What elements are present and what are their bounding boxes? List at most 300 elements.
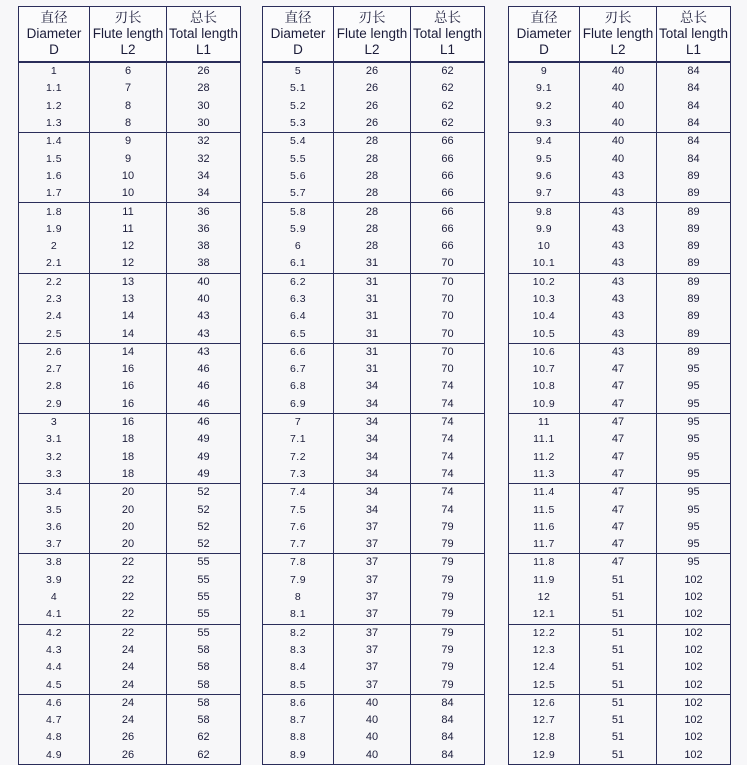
diameter-cell: 11.7 <box>509 536 580 554</box>
flute-length-cell: 40 <box>334 729 411 746</box>
total-length-cell: 52 <box>167 484 241 502</box>
diameter-cell: 10.4 <box>509 308 580 325</box>
flute-length-cell: 22 <box>90 624 167 642</box>
table-row <box>19 729 241 746</box>
total-length-cell: 89 <box>657 203 731 221</box>
flute-length-cell: 40 <box>580 62 657 80</box>
diameter-cell: 11.8 <box>509 554 580 572</box>
flute-length-cell: 47 <box>580 449 657 466</box>
flute-length-cell: 26 <box>334 98 411 115</box>
diameter-cell: 8.4 <box>263 659 334 676</box>
table-row <box>19 572 241 589</box>
flute-length-cell: 6 <box>90 62 167 80</box>
flute-length-cell: 28 <box>334 221 411 238</box>
diameter-cell: 12.7 <box>509 712 580 729</box>
flute-length-cell: 28 <box>334 238 411 255</box>
total-length-cell: 79 <box>411 676 485 694</box>
total-length-cell: 79 <box>411 536 485 554</box>
total-length-cell: 34 <box>167 168 241 185</box>
flute-length-cell: 31 <box>334 273 411 291</box>
total-length-cell: 58 <box>167 712 241 729</box>
flute-length-cell: 16 <box>90 396 167 414</box>
diameter-cell: 2.8 <box>19 378 90 395</box>
diameter-cell: 5.8 <box>263 203 334 221</box>
table-row <box>263 238 485 255</box>
flute-length-cell: 28 <box>334 185 411 203</box>
total-length-cell: 89 <box>657 291 731 308</box>
total-length-cell: 62 <box>411 115 485 133</box>
flute-length-cell: 37 <box>334 536 411 554</box>
total-length-cell: 38 <box>167 255 241 273</box>
total-length-cell: 95 <box>657 396 731 414</box>
table-row <box>19 624 241 642</box>
diameter-cell: 5.3 <box>263 115 334 133</box>
header-row <box>263 7 485 63</box>
total-length-cell: 89 <box>657 168 731 185</box>
flute-length-cell: 24 <box>90 659 167 676</box>
total-length-cell: 70 <box>411 308 485 325</box>
diameter-cell: 7.7 <box>263 536 334 554</box>
table-row <box>263 343 485 361</box>
total-length-cell: 84 <box>657 133 731 151</box>
diameter-cell: 12.3 <box>509 642 580 659</box>
table-row <box>19 80 241 97</box>
flute-length-cell: 12 <box>90 255 167 273</box>
diameter-cell: 7 <box>263 413 334 431</box>
flute-length-cell: 18 <box>90 449 167 466</box>
table-row <box>509 747 731 765</box>
total-length-cell: 79 <box>411 519 485 536</box>
total-length-cell: 34 <box>167 185 241 203</box>
table-row <box>509 589 731 606</box>
total-length-cell: 74 <box>411 378 485 395</box>
flute-length-cell: 37 <box>334 572 411 589</box>
diameter-cell: 1.1 <box>19 80 90 97</box>
flute-length-cell: 22 <box>90 572 167 589</box>
table-row <box>509 133 731 151</box>
table-row <box>509 624 731 642</box>
diameter-cell: 10.7 <box>509 361 580 378</box>
total-length-cell: 62 <box>167 729 241 746</box>
total-length-cell: 79 <box>411 642 485 659</box>
table-row <box>509 255 731 273</box>
total-length-cell: 79 <box>411 624 485 642</box>
table-row <box>19 273 241 291</box>
header-diameter: 直径 Diameter D <box>509 7 580 63</box>
table-row <box>263 694 485 712</box>
table-row <box>19 694 241 712</box>
flute-length-cell: 37 <box>334 676 411 694</box>
table-row <box>263 431 485 448</box>
diameter-cell: 2.1 <box>19 255 90 273</box>
total-length-cell: 52 <box>167 501 241 518</box>
table-row <box>19 168 241 185</box>
flute-length-cell: 28 <box>334 203 411 221</box>
flute-length-cell: 14 <box>90 308 167 325</box>
total-length-cell: 43 <box>167 343 241 361</box>
flute-length-cell: 37 <box>334 624 411 642</box>
diameter-cell: 2.3 <box>19 291 90 308</box>
flute-length-cell: 37 <box>334 554 411 572</box>
table-row <box>19 291 241 308</box>
flute-length-cell: 43 <box>580 325 657 343</box>
table-row <box>509 80 731 97</box>
total-length-cell: 36 <box>167 221 241 238</box>
table-row <box>19 185 241 203</box>
total-length-cell: 40 <box>167 291 241 308</box>
table-row <box>19 606 241 624</box>
table-row <box>19 308 241 325</box>
total-length-cell: 102 <box>657 712 731 729</box>
table-row <box>509 361 731 378</box>
total-length-cell: 55 <box>167 572 241 589</box>
diameter-cell: 4.6 <box>19 694 90 712</box>
total-length-cell: 84 <box>411 694 485 712</box>
table-row <box>509 221 731 238</box>
table-row <box>19 747 241 765</box>
table-row <box>19 378 241 395</box>
table-row <box>263 606 485 624</box>
total-length-cell: 89 <box>657 238 731 255</box>
flute-length-cell: 28 <box>334 168 411 185</box>
table-row <box>19 343 241 361</box>
diameter-cell: 3.7 <box>19 536 90 554</box>
flute-length-cell: 34 <box>334 413 411 431</box>
table-row <box>19 712 241 729</box>
diameter-cell: 3.9 <box>19 572 90 589</box>
flute-length-cell: 24 <box>90 676 167 694</box>
table-row <box>263 361 485 378</box>
diameter-cell: 7.2 <box>263 449 334 466</box>
flute-length-cell: 37 <box>334 606 411 624</box>
flute-length-cell: 31 <box>334 361 411 378</box>
total-length-cell: 49 <box>167 449 241 466</box>
header-total-length: 总长 Total length L1 <box>411 7 485 63</box>
diameter-cell: 9 <box>509 62 580 80</box>
table-row <box>509 554 731 572</box>
table-row <box>19 150 241 167</box>
diameter-cell: 9.6 <box>509 168 580 185</box>
table-row <box>263 484 485 502</box>
flute-length-cell: 43 <box>580 185 657 203</box>
diameter-cell: 5.4 <box>263 133 334 151</box>
flute-length-cell: 11 <box>90 203 167 221</box>
diameter-cell: 8.6 <box>263 694 334 712</box>
total-length-cell: 58 <box>167 676 241 694</box>
table-row <box>509 325 731 343</box>
flute-length-cell: 16 <box>90 378 167 395</box>
flute-length-cell: 10 <box>90 185 167 203</box>
total-length-cell: 43 <box>167 325 241 343</box>
diameter-cell: 10 <box>509 238 580 255</box>
total-length-cell: 84 <box>657 150 731 167</box>
total-length-cell: 84 <box>411 729 485 746</box>
diameter-cell: 8.9 <box>263 747 334 765</box>
table-row <box>263 729 485 746</box>
table-row <box>19 133 241 151</box>
header-row <box>19 7 241 63</box>
total-length-cell: 70 <box>411 291 485 308</box>
flute-length-cell: 31 <box>334 343 411 361</box>
flute-length-cell: 51 <box>580 659 657 676</box>
diameter-cell: 11.2 <box>509 449 580 466</box>
diameter-cell: 4.9 <box>19 747 90 765</box>
diameter-cell: 9.1 <box>509 80 580 97</box>
table-row <box>509 729 731 746</box>
total-length-cell: 79 <box>411 572 485 589</box>
total-length-cell: 49 <box>167 431 241 448</box>
flute-length-cell: 13 <box>90 273 167 291</box>
total-length-cell: 52 <box>167 536 241 554</box>
table-row <box>263 80 485 97</box>
diameter-cell: 8.2 <box>263 624 334 642</box>
table-row <box>19 554 241 572</box>
table-row <box>263 589 485 606</box>
flute-length-cell: 51 <box>580 589 657 606</box>
table-row <box>509 676 731 694</box>
total-length-cell: 102 <box>657 624 731 642</box>
table-row <box>263 572 485 589</box>
flute-length-cell: 43 <box>580 203 657 221</box>
diameter-cell: 3 <box>19 413 90 431</box>
header-total-length: 总长 Total length L1 <box>167 7 241 63</box>
flute-length-cell: 22 <box>90 589 167 606</box>
flute-length-cell: 31 <box>334 291 411 308</box>
total-length-cell: 74 <box>411 484 485 502</box>
total-length-cell: 79 <box>411 554 485 572</box>
total-length-cell: 89 <box>657 185 731 203</box>
total-length-cell: 46 <box>167 378 241 395</box>
total-length-cell: 84 <box>657 62 731 80</box>
table-row <box>263 396 485 414</box>
diameter-cell: 7.3 <box>263 466 334 484</box>
table-row <box>19 62 241 80</box>
diameter-cell: 11 <box>509 413 580 431</box>
flute-length-cell: 37 <box>334 589 411 606</box>
flute-length-cell: 16 <box>90 413 167 431</box>
flute-length-cell: 9 <box>90 150 167 167</box>
table-row <box>19 466 241 484</box>
total-length-cell: 30 <box>167 98 241 115</box>
diameter-cell: 1.8 <box>19 203 90 221</box>
table-row <box>509 466 731 484</box>
total-length-cell: 102 <box>657 694 731 712</box>
flute-length-cell: 16 <box>90 361 167 378</box>
diameter-cell: 2.9 <box>19 396 90 414</box>
flute-length-cell: 13 <box>90 291 167 308</box>
table-row <box>263 185 485 203</box>
table-row <box>263 133 485 151</box>
flute-length-cell: 47 <box>580 536 657 554</box>
table-row <box>509 150 731 167</box>
diameter-cell: 4 <box>19 589 90 606</box>
flute-length-cell: 24 <box>90 712 167 729</box>
flute-length-cell: 43 <box>580 273 657 291</box>
total-length-cell: 32 <box>167 150 241 167</box>
diameter-cell: 3.2 <box>19 449 90 466</box>
total-length-cell: 95 <box>657 361 731 378</box>
total-length-cell: 46 <box>167 361 241 378</box>
diameter-cell: 10.9 <box>509 396 580 414</box>
diameter-cell: 10.2 <box>509 273 580 291</box>
diameter-cell: 6.2 <box>263 273 334 291</box>
flute-length-cell: 28 <box>334 150 411 167</box>
diameter-cell: 11.4 <box>509 484 580 502</box>
diameter-cell: 12.2 <box>509 624 580 642</box>
table-row <box>509 572 731 589</box>
total-length-cell: 95 <box>657 431 731 448</box>
table-row <box>509 238 731 255</box>
total-length-cell: 79 <box>411 606 485 624</box>
diameter-cell: 7.8 <box>263 554 334 572</box>
diameter-cell: 5 <box>263 62 334 80</box>
flute-length-cell: 18 <box>90 466 167 484</box>
flute-length-cell: 7 <box>90 80 167 97</box>
diameter-cell: 8 <box>263 589 334 606</box>
flute-length-cell: 20 <box>90 501 167 518</box>
total-length-cell: 95 <box>657 466 731 484</box>
spec-table-2 <box>262 6 485 765</box>
total-length-cell: 95 <box>657 378 731 395</box>
diameter-cell: 10.8 <box>509 378 580 395</box>
total-length-cell: 95 <box>657 484 731 502</box>
table-row <box>509 519 731 536</box>
flute-length-cell: 40 <box>580 80 657 97</box>
total-length-cell: 79 <box>411 589 485 606</box>
total-length-cell: 58 <box>167 659 241 676</box>
flute-length-cell: 43 <box>580 168 657 185</box>
table-row <box>263 325 485 343</box>
table-row <box>509 98 731 115</box>
diameter-cell: 8.3 <box>263 642 334 659</box>
total-length-cell: 55 <box>167 606 241 624</box>
table-row <box>263 308 485 325</box>
diameter-cell: 4.7 <box>19 712 90 729</box>
total-length-cell: 102 <box>657 589 731 606</box>
diameter-cell: 8.1 <box>263 606 334 624</box>
total-length-cell: 66 <box>411 238 485 255</box>
flute-length-cell: 8 <box>90 98 167 115</box>
diameter-cell: 8.7 <box>263 712 334 729</box>
total-length-cell: 102 <box>657 747 731 765</box>
flute-length-cell: 20 <box>90 536 167 554</box>
flute-length-cell: 37 <box>334 642 411 659</box>
flute-length-cell: 34 <box>334 449 411 466</box>
spec-table-1 <box>18 6 241 765</box>
diameter-cell: 9.2 <box>509 98 580 115</box>
table-row <box>263 413 485 431</box>
total-length-cell: 30 <box>167 115 241 133</box>
header-diameter: 直径 Diameter D <box>19 7 90 63</box>
diameter-cell: 6.4 <box>263 308 334 325</box>
diameter-cell: 3.3 <box>19 466 90 484</box>
total-length-cell: 74 <box>411 396 485 414</box>
flute-length-cell: 34 <box>334 396 411 414</box>
table-row <box>19 221 241 238</box>
flute-length-cell: 12 <box>90 238 167 255</box>
table-row <box>19 396 241 414</box>
table-row <box>19 536 241 554</box>
total-length-cell: 66 <box>411 185 485 203</box>
diameter-cell: 3.5 <box>19 501 90 518</box>
flute-length-cell: 51 <box>580 747 657 765</box>
diameter-cell: 7.4 <box>263 484 334 502</box>
header-diameter: 直径 Diameter D <box>263 7 334 63</box>
total-length-cell: 102 <box>657 729 731 746</box>
table-row <box>19 413 241 431</box>
table-row <box>509 606 731 624</box>
total-length-cell: 70 <box>411 325 485 343</box>
header-row <box>509 7 731 63</box>
diameter-cell: 4.8 <box>19 729 90 746</box>
table-row <box>509 273 731 291</box>
total-length-cell: 74 <box>411 413 485 431</box>
table-body <box>263 62 485 764</box>
diameter-cell: 7.6 <box>263 519 334 536</box>
table-row <box>509 203 731 221</box>
flute-length-cell: 40 <box>580 115 657 133</box>
diameter-cell: 5.6 <box>263 168 334 185</box>
diameter-cell: 11.6 <box>509 519 580 536</box>
flute-length-cell: 47 <box>580 484 657 502</box>
flute-length-cell: 43 <box>580 221 657 238</box>
flute-length-cell: 26 <box>90 747 167 765</box>
diameter-cell: 1.6 <box>19 168 90 185</box>
total-length-cell: 89 <box>657 221 731 238</box>
table-row <box>19 98 241 115</box>
table-row <box>19 449 241 466</box>
diameter-cell: 6.3 <box>263 291 334 308</box>
diameter-cell: 12.1 <box>509 606 580 624</box>
total-length-cell: 66 <box>411 203 485 221</box>
diameter-cell: 6.5 <box>263 325 334 343</box>
flute-length-cell: 34 <box>334 466 411 484</box>
flute-length-cell: 47 <box>580 431 657 448</box>
total-length-cell: 36 <box>167 203 241 221</box>
flute-length-cell: 51 <box>580 606 657 624</box>
total-length-cell: 84 <box>657 115 731 133</box>
table-row <box>509 712 731 729</box>
flute-length-cell: 43 <box>580 308 657 325</box>
table-row <box>509 449 731 466</box>
diameter-cell: 2 <box>19 238 90 255</box>
total-length-cell: 58 <box>167 642 241 659</box>
flute-length-cell: 37 <box>334 519 411 536</box>
total-length-cell: 84 <box>657 80 731 97</box>
table-row <box>509 62 731 80</box>
diameter-cell: 6.9 <box>263 396 334 414</box>
flute-length-cell: 11 <box>90 221 167 238</box>
flute-length-cell: 14 <box>90 325 167 343</box>
total-length-cell: 46 <box>167 413 241 431</box>
diameter-cell: 10.6 <box>509 343 580 361</box>
table-row <box>19 484 241 502</box>
table-row <box>263 62 485 80</box>
flute-length-cell: 47 <box>580 361 657 378</box>
table-row <box>509 413 731 431</box>
diameter-cell: 10.3 <box>509 291 580 308</box>
diameter-cell: 12.9 <box>509 747 580 765</box>
diameter-cell: 1.4 <box>19 133 90 151</box>
table-row <box>509 185 731 203</box>
total-length-cell: 102 <box>657 659 731 676</box>
total-length-cell: 70 <box>411 255 485 273</box>
total-length-cell: 66 <box>411 221 485 238</box>
total-length-cell: 74 <box>411 449 485 466</box>
diameter-cell: 11.3 <box>509 466 580 484</box>
diameter-cell: 9.8 <box>509 203 580 221</box>
diameter-cell: 5.1 <box>263 80 334 97</box>
